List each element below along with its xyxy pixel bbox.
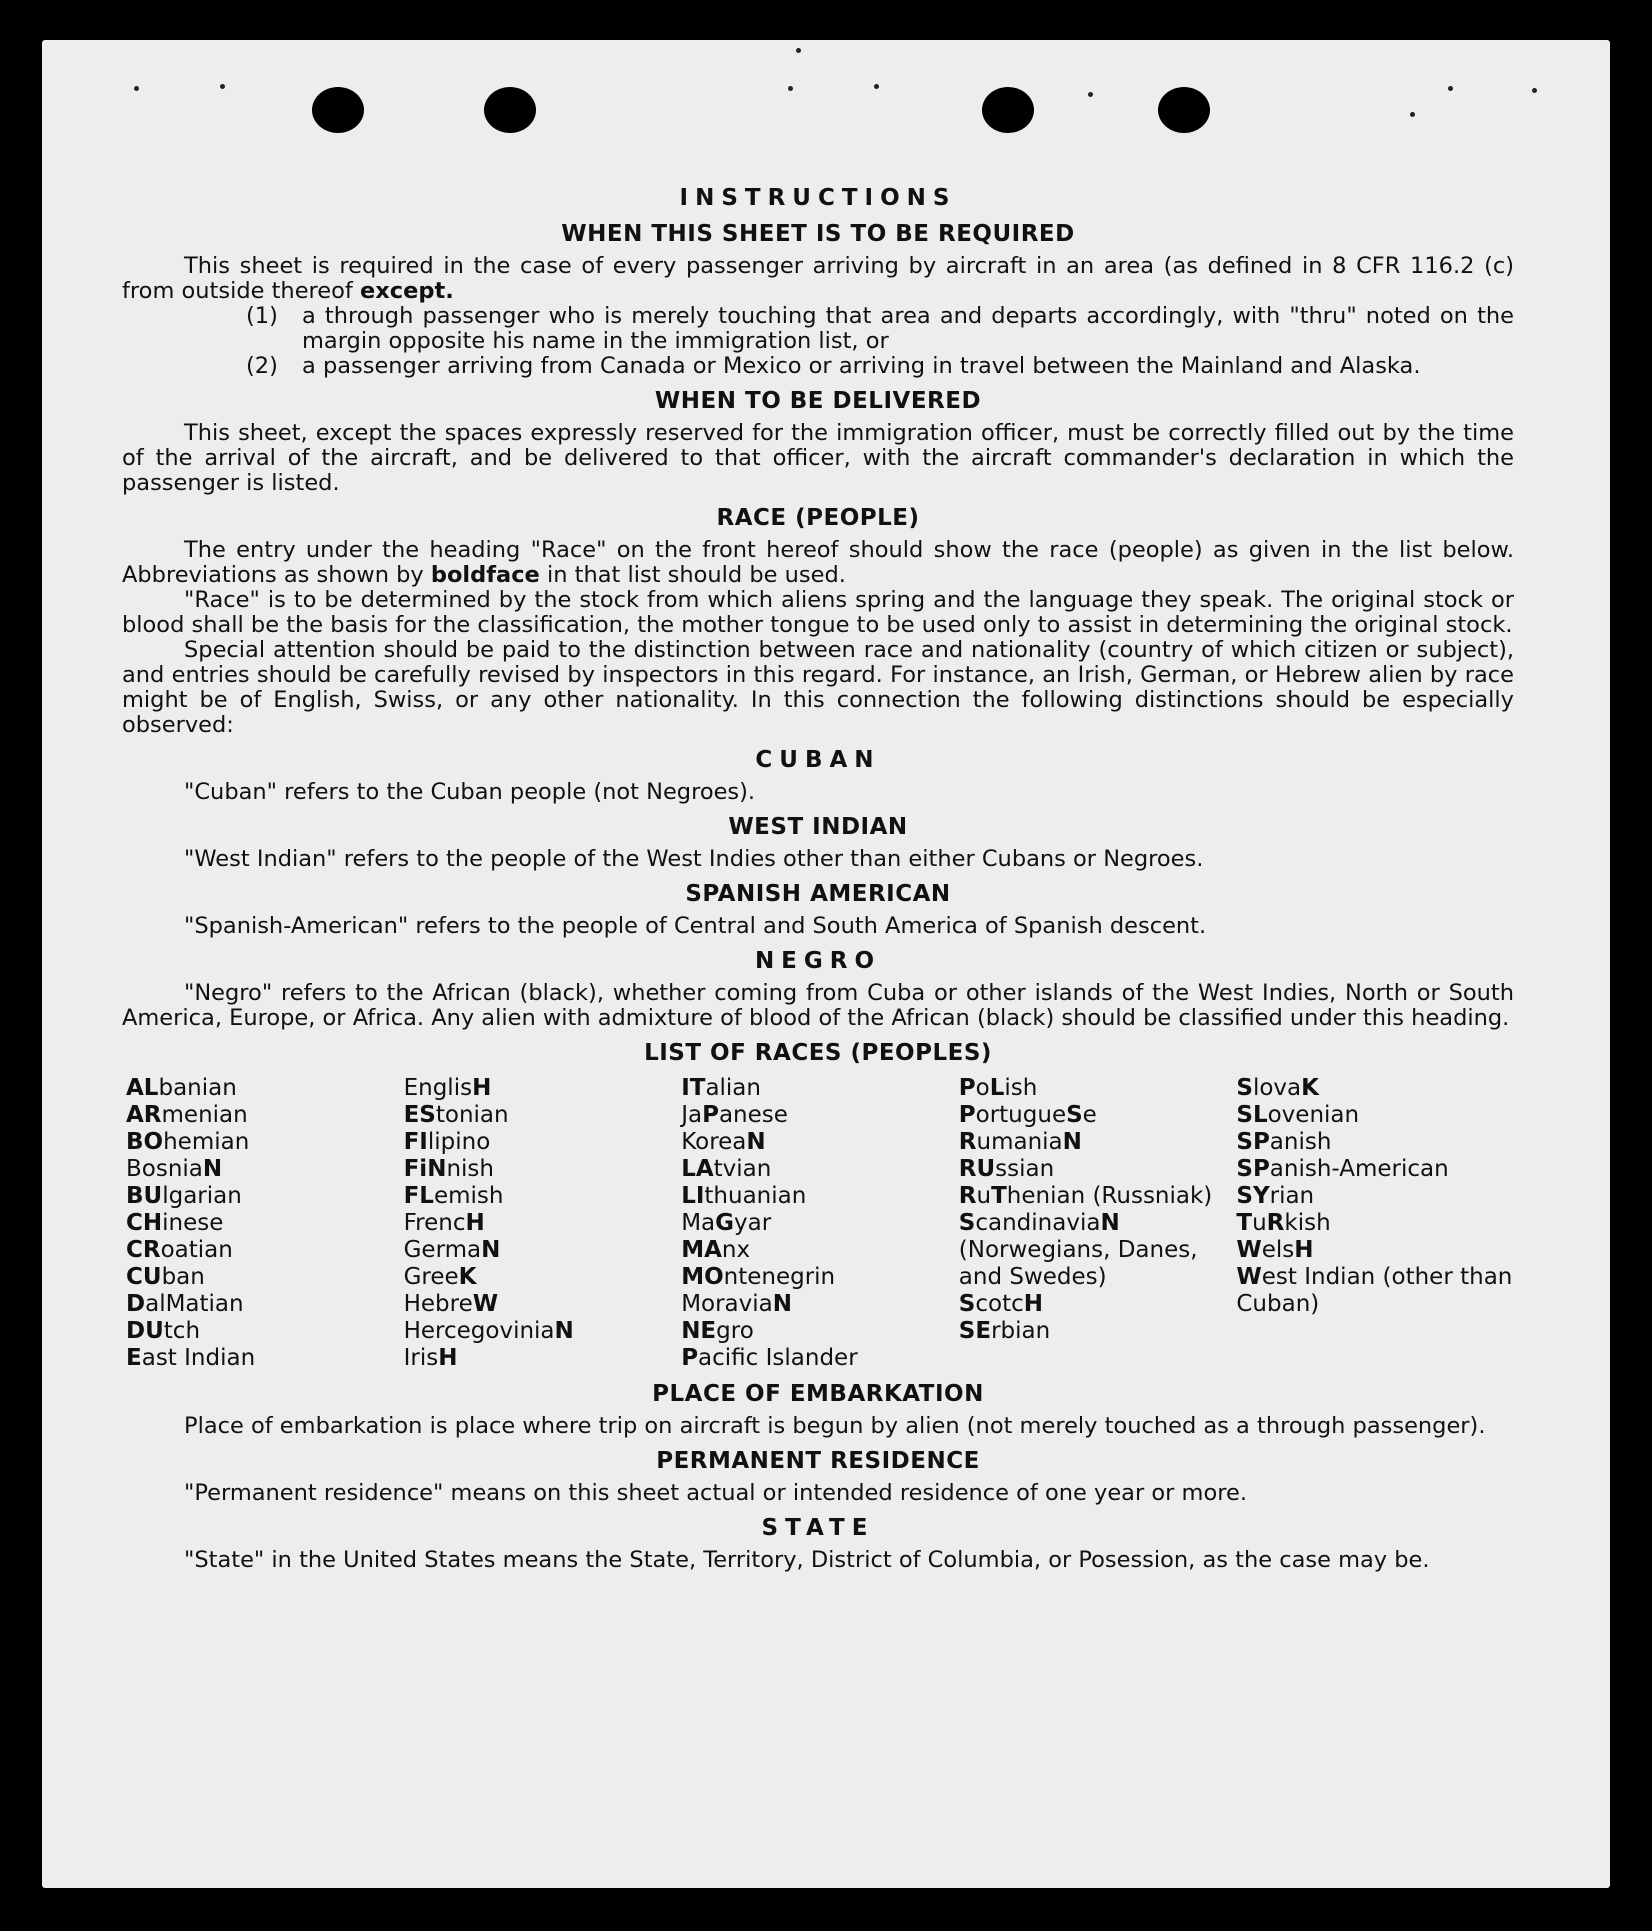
exception-number: (1) [246,303,278,329]
race-entry [404,1237,682,1264]
race-abbreviation: MA [681,1237,722,1263]
race-abbreviation: S [1236,1075,1253,1101]
race-text: lgarian [162,1183,242,1209]
races-column [681,1075,959,1372]
heading-west-indian: WEST INDIAN [728,814,908,840]
race-entry [1236,1183,1514,1210]
race-entry [404,1156,682,1183]
race-text: Hercegovinia [403,1318,555,1344]
race-text: tch [163,1318,201,1344]
race-entry [126,1237,404,1264]
race-text: banian [158,1075,237,1101]
race-entry [404,1075,682,1102]
race-abbreviation: FI [403,1129,428,1155]
required-intro-bold: except. [359,278,454,304]
race-entry [404,1183,682,1210]
race-text: Korea [681,1129,747,1155]
race-abbreviation: SP [1236,1129,1270,1155]
race-text: umania [976,1129,1063,1155]
embarkation-text: Place of embarkation is place where trip on aircraft is begun by alien (not merely touched as a through passenger). [184,1413,1486,1439]
race-paragraph-2: "Race" is to be determined by the stock from which aliens spring and the language they speak. The original stock or blood shall be the basis for the classification, the mother tongue to be used only to assist in determining the original stock. [122,587,1514,638]
race-entry [959,1291,1237,1318]
race-p1-text: The entry under the heading "Race" on the front hereof should show the race (people) as given in the list below. Abbreviations as shown by [122,537,1514,588]
speck [796,48,801,53]
race-entry [959,1183,1237,1210]
heading-permanent-residence: PERMANENT RESIDENCE [656,1448,980,1474]
race-entry [126,1102,404,1129]
race-text: cotc [975,1291,1024,1317]
race-abbreviation: MO [681,1264,724,1290]
race-text: ortugue [975,1102,1067,1128]
race-abbreviation: AL [126,1075,159,1101]
race-text: alian [705,1075,761,1101]
race-entry [681,1345,959,1372]
race-text: anish [1269,1129,1332,1155]
race-text: Ja [681,1102,703,1128]
page-title: INSTRUCTIONS [679,185,957,211]
punch-hole [484,87,536,133]
race-entry [681,1318,959,1345]
race-abbreviation: BU [126,1183,163,1209]
races-column [1236,1075,1514,1372]
race-abbreviation: R [1266,1210,1285,1236]
race-text: ntenegrin [723,1264,836,1290]
race-abbreviation: SE [958,1318,992,1344]
race-text: ish [1004,1075,1038,1101]
race-paragraph-1 [122,538,1514,588]
heading-negro: NEGRO [754,948,882,974]
race-text: Gree [403,1264,459,1290]
exception-list [246,304,1514,379]
exception-text: a through passenger who is merely touching that area and departs accordingly, with "thru" noted on the margin opposite his name in the immigration list, or [302,303,1514,354]
race-abbreviation: FiN [403,1156,447,1182]
race-entry [681,1075,959,1102]
race-text: rian [1269,1183,1315,1209]
race-text: henian (Russniak) [1006,1183,1213,1209]
heading-embarkation: PLACE OF EMBARKATION [652,1381,984,1407]
race-abbreviation: N [481,1237,501,1263]
race-text: Moravia [681,1291,773,1317]
race-text: emish [433,1183,504,1209]
race-abbreviation: CU [126,1264,162,1290]
race-abbreviation: G [715,1210,735,1236]
race-entry [681,1183,959,1210]
race-entry [1236,1156,1514,1183]
race-text: Bosnia [126,1156,203,1182]
races-column [959,1075,1237,1372]
race-abbreviation: K [1301,1075,1319,1101]
negro-text: "Negro" refers to the African (black), whether coming from Cuba or other islands of the West Indies, North or South America, Europe, or Africa. Any alien with admixture of blood of the African (black) should be classified under this heading. [122,980,1514,1031]
race-entry [681,1102,959,1129]
race-entry [404,1210,682,1237]
race-entry [959,1129,1237,1156]
race-abbreviation: E [126,1345,142,1371]
race-abbreviation: T [991,1183,1007,1209]
race-entry [1236,1102,1514,1129]
race-abbreviation: N [202,1156,223,1182]
race-text: u [1252,1210,1267,1236]
race-text: (Norwegians, Danes, and Swedes) [958,1237,1198,1290]
race-abbreviation: N [772,1291,792,1317]
exception-number: (2) [246,353,278,379]
race-abbreviation: S [958,1210,976,1236]
speck [874,84,879,89]
race-text: els [1261,1237,1295,1263]
race-text: Iris [403,1345,439,1371]
race-entry [959,1210,1237,1291]
punch-hole [1158,87,1210,133]
races-list [126,1075,1514,1372]
heading-required: WHEN THIS SHEET IS TO BE REQUIRED [561,221,1075,247]
race-entry [126,1129,404,1156]
race-entry [681,1237,959,1264]
race-entry [1236,1210,1514,1237]
required-intro [122,254,1514,304]
races-column [404,1075,682,1372]
race-entry [1236,1129,1514,1156]
exception-text: a passenger arriving from Canada or Mexico or arriving in travel between the Mainland and Alaska. [302,353,1421,379]
race-p1-bold: boldface [430,562,540,588]
race-text: rbian [991,1318,1051,1344]
race-abbreviation: CR [126,1237,161,1263]
race-abbreviation: W [1236,1264,1262,1290]
west-indian-text: "West Indian" refers to the people of the West Indies other than either Cubans or Negroes. [184,846,1204,872]
race-abbreviation: P [958,1075,976,1101]
race-entry [404,1291,682,1318]
speck [220,84,225,89]
races-column [126,1075,404,1372]
race-text: hemian [163,1129,250,1155]
race-abbreviation: NE [681,1318,717,1344]
race-text: lova [1252,1075,1302,1101]
race-entry [126,1210,404,1237]
race-text: ssian [995,1156,1055,1182]
race-text: ast Indian [141,1345,256,1371]
punch-hole [312,87,364,133]
race-abbreviation: H [472,1075,492,1101]
heading-race: RACE (PEOPLE) [716,505,920,531]
race-text: Hebre [403,1291,473,1317]
speck [1532,88,1537,93]
race-abbreviation: N [1100,1210,1120,1236]
race-abbreviation: D [126,1291,146,1317]
race-text: ovenian [1267,1102,1360,1128]
race-entry [126,1291,404,1318]
heading-spanish-american: SPANISH AMERICAN [685,881,951,907]
race-abbreviation: N [1062,1129,1082,1155]
race-abbreviation: N [746,1129,766,1155]
race-abbreviation: W [1236,1237,1262,1263]
race-abbreviation: N [554,1318,574,1344]
race-abbreviation: H [465,1210,485,1236]
race-abbreviation: RU [958,1156,996,1182]
race-abbreviation: H [1294,1237,1314,1263]
speck [134,86,139,91]
race-text: nx [721,1237,751,1263]
speck [1410,112,1415,117]
race-text: nish [446,1156,494,1182]
race-abbreviation: P [681,1345,699,1371]
race-text: gro [716,1318,754,1344]
race-entry [681,1291,959,1318]
race-abbreviation: ES [403,1102,436,1128]
race-abbreviation: H [1023,1291,1043,1317]
race-text: tvian [713,1156,772,1182]
race-entry [1236,1075,1514,1102]
race-entry [1236,1237,1514,1264]
race-paragraph-3: Special attention should be paid to the distinction between race and nationality (country of which citizen or subject), and entries should be carefully revised by inspectors in this regard. For instance, an Irish, German, or Hebrew alien by race might be of English, Swiss, or any other nationality. In this connection the following distinctions should be especially observed: [122,637,1514,738]
race-entry [681,1129,959,1156]
race-entry [681,1210,959,1237]
heading-delivered: WHEN TO BE DELIVERED [654,388,982,414]
race-abbreviation: T [1236,1210,1253,1236]
race-entry [126,1183,404,1210]
race-text: inese [162,1210,224,1236]
race-abbreviation: SP [1236,1156,1270,1182]
required-intro-text: This sheet is required in the case of every passenger arriving by aircraft in an area (as defined in 8 CFR 116.2 (c) from outside thereof [122,253,1514,304]
race-abbreviation: BO [126,1129,164,1155]
speck [788,86,793,91]
race-entry [126,1318,404,1345]
race-entry [404,1102,682,1129]
race-text: tonian [435,1102,509,1128]
race-entry [959,1102,1237,1129]
race-abbreviation: H [438,1345,458,1371]
race-entry [404,1318,682,1345]
race-entry [681,1156,959,1183]
heading-state: STATE [761,1515,875,1541]
race-abbreviation: DU [126,1318,164,1344]
race-abbreviation: SY [1236,1183,1270,1209]
race-abbreviation: AR [126,1102,162,1128]
speck [1088,92,1093,97]
race-entry [959,1318,1237,1345]
heading-cuban: CUBAN [755,747,881,773]
race-entry [404,1345,682,1372]
race-text: menian [161,1102,248,1128]
spanish-american-text: "Spanish-American" refers to the people of Central and South America of Spanish descent. [184,913,1207,939]
heading-list-of-races: LIST OF RACES (PEOPLES) [644,1040,992,1066]
race-p1-text-end: in that list should be used. [539,562,846,588]
exception-item [246,304,1514,354]
race-text: u [976,1183,992,1209]
race-text: Englis [403,1075,473,1101]
race-abbreviation: FL [403,1183,434,1209]
race-text: anese [718,1102,788,1128]
race-entry [126,1156,404,1183]
speck [1448,86,1453,91]
race-entry [959,1156,1237,1183]
cuban-text: "Cuban" refers to the Cuban people (not Negroes). [184,779,756,805]
race-abbreviation: LA [681,1156,714,1182]
residence-text: "Permanent residence" means on this sheet actual or intended residence of one year or more. [184,1480,1247,1506]
race-text: candinavia [975,1210,1101,1236]
race-text: e [1082,1102,1097,1128]
race-text: Ma [681,1210,716,1236]
race-text: acific Islander [698,1345,858,1371]
race-text: est Indian (other than Cuban) [1236,1264,1513,1317]
race-abbreviation: K [458,1264,477,1290]
race-abbreviation: P [702,1102,719,1128]
race-text: anish-American [1269,1156,1449,1182]
race-text: thuanian [704,1183,807,1209]
race-abbreviation: SL [1236,1102,1268,1128]
race-abbreviation: S [1066,1102,1083,1128]
race-text: lipino [427,1129,491,1155]
exception-item [246,354,1514,379]
race-text: oatian [160,1237,233,1263]
race-text: alMatian [145,1291,244,1317]
race-text: o [975,1075,990,1101]
delivered-text: This sheet, except the spaces expressly reserved for the immigration officer, must be correctly filled out by the time of the arrival of the aircraft, and be delivered to that officer, with the aircraft commander's declaration in which the passenger is listed. [122,420,1514,496]
race-entry [1236,1264,1514,1318]
race-entry [681,1264,959,1291]
state-text: "State" in the United States means the State, Territory, District of Columbia, or Posession, as the case may be. [184,1547,1430,1573]
race-abbreviation: W [472,1291,499,1317]
race-text: kish [1284,1210,1331,1236]
race-entry [404,1264,682,1291]
race-entry [126,1075,404,1102]
race-abbreviation: R [958,1183,977,1209]
race-entry [959,1075,1237,1102]
race-entry [126,1264,404,1291]
race-abbreviation: LI [681,1183,705,1209]
race-abbreviation: R [958,1129,977,1155]
race-text: yar [734,1210,772,1236]
race-text: Frenc [403,1210,466,1236]
punch-hole [982,87,1034,133]
instructions-content [122,176,1514,1573]
race-abbreviation: P [958,1102,976,1128]
race-abbreviation: S [958,1291,976,1317]
document-sheet [42,40,1610,1888]
race-abbreviation: CH [126,1210,163,1236]
race-abbreviation: L [989,1075,1005,1101]
race-abbreviation: IT [681,1075,706,1101]
race-entry [126,1345,404,1372]
race-entry [404,1129,682,1156]
race-text: Germa [403,1237,482,1263]
race-text: ban [161,1264,205,1290]
